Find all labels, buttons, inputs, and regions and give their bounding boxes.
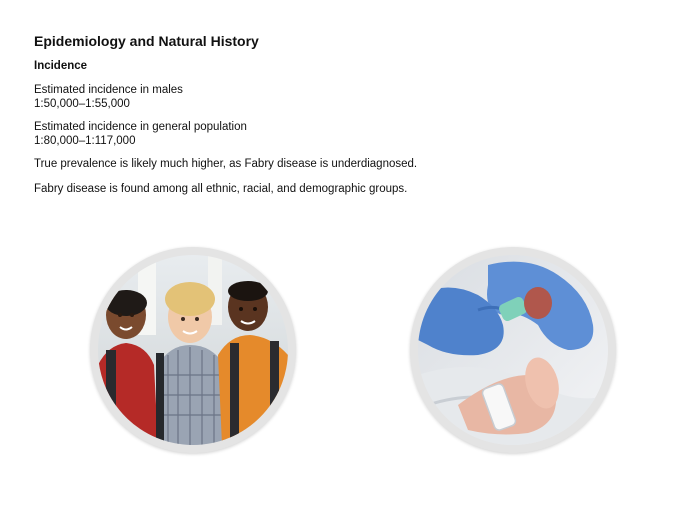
children-illustration: [98, 255, 288, 445]
infant-heel-photo: [410, 247, 616, 453]
stat-incidence-general: [34, 120, 674, 148]
page-title: Epidemiology and Natural History: [34, 33, 259, 49]
stat-label: Estimated incidence in general population: [34, 121, 247, 133]
stat-label: Estimated incidence in males: [34, 84, 183, 96]
children-photo: [90, 247, 296, 453]
prevalence-paragraph: True prevalence is likely much higher, as Fabry disease is underdiagnosed.: [34, 158, 418, 170]
stat-value: 1:50,000–1:55,000: [34, 98, 130, 110]
content-area: [34, 33, 674, 207]
demographics-paragraph: Fabry disease is found among all ethnic, racial, and demographic groups.: [34, 183, 408, 195]
infant-illustration: [418, 255, 608, 445]
section-heading: Incidence: [34, 60, 88, 72]
stat-value: 1:80,000–1:117,000: [34, 135, 136, 147]
stat-incidence-males: [34, 83, 674, 111]
